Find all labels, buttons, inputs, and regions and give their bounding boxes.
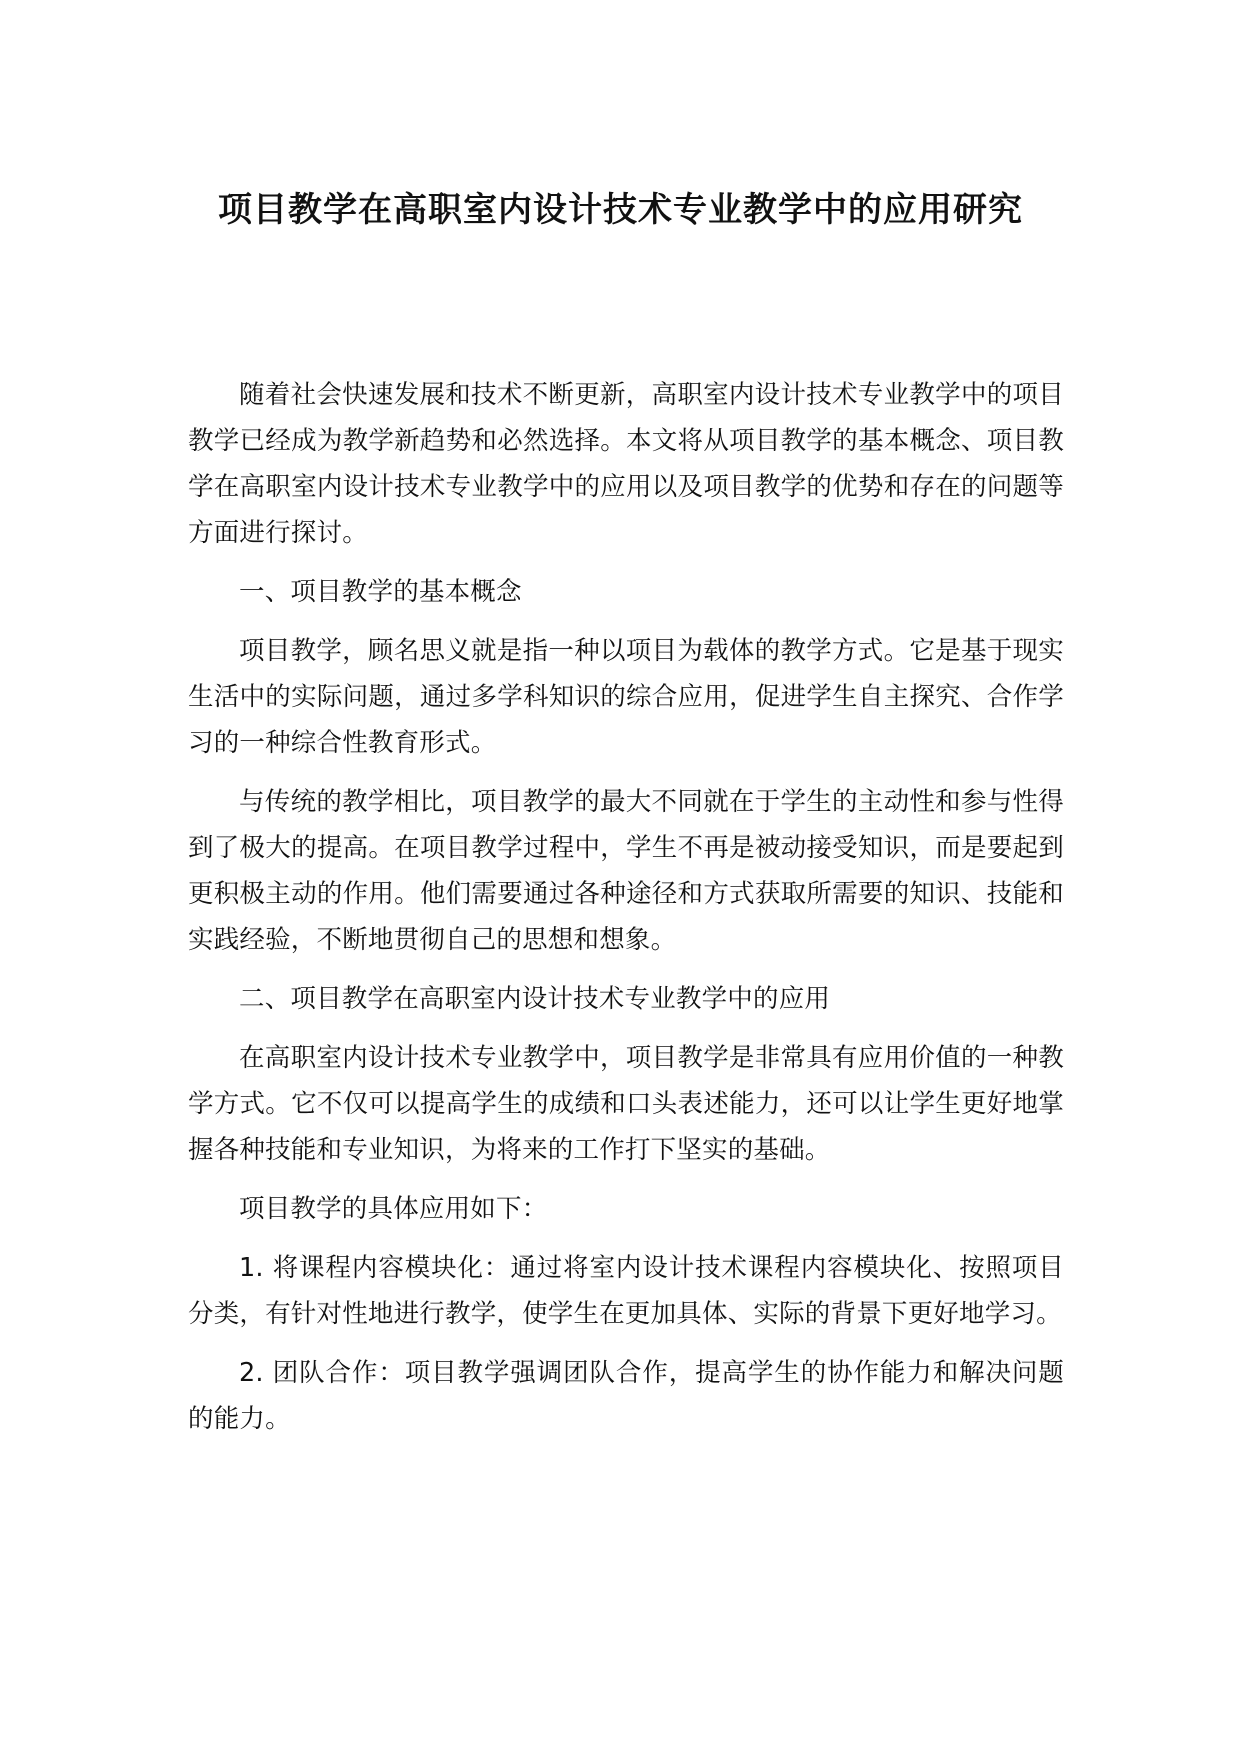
paragraph-comparison: 与传统的教学相比，项目教学的最大不同就在于学生的主动性和参与性得到了极大的提高。在项目教学过程中，学生不再是被动接受知识，而是要起到更积极主动的作用。他们需要通过各种途径和方式获取所需要的知识、技能和实践经验，不断地贯彻自己的思想和想象。 (188, 787, 1064, 955)
paragraph-definition: 项目教学，顾名思义就是指一种以项目为载体的教学方式。它是基于现实生活中的实际问题，通过多学科知识的综合应用，促进学生自主探究、合作学习的一种综合性教育形式。 (188, 636, 1064, 758)
list-item-2: 2. 团队合作：项目教学强调团队合作，提高学生的协作能力和解决问题的能力。 (188, 1358, 1064, 1434)
paragraph-application: 在高职室内设计技术专业教学中，项目教学是非常具有应用价值的一种教学方式。它不仅可以提高学生的成绩和口头表述能力，还可以让学生更好地掌握各种技能和专业知识，为将来的工作打下坚实的基础。 (188, 1043, 1064, 1165)
subheading-specific-applications: 项目教学的具体应用如下： (239, 1194, 548, 1224)
intro-paragraph: 随着社会快速发展和技术不断更新，高职室内设计技术专业教学中的项目教学已经成为教学新趋势和必然选择。本文将从项目教学的基本概念、项目教学在高职室内设计技术专业教学中的应用以及项目教学的优势和存在的问题等方面进行探讨。 (188, 380, 1064, 548)
section-heading-1: 一、项目教学的基本概念 (239, 577, 522, 607)
section-heading-2: 二、项目教学在高职室内设计技术专业教学中的应用 (239, 984, 831, 1014)
list-item-1: 1. 将课程内容模块化：通过将室内设计技术课程内容模块化、按照项目分类，有针对性地进行教学，使学生在更加具体、实际的背景下更好地学习。 (188, 1253, 1064, 1329)
document-title: 项目教学在高职室内设计技术专业教学中的应用研究 (218, 190, 1023, 230)
document-body (188, 372, 1064, 1455)
